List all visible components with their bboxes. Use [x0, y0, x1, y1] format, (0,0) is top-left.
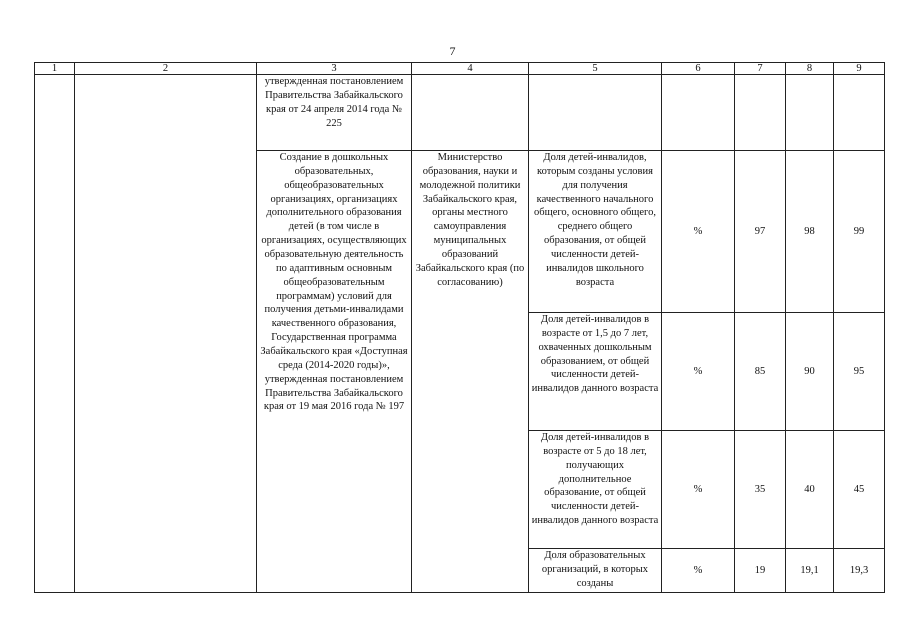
value-cell: 90: [786, 313, 834, 431]
column-number: 6: [662, 63, 735, 75]
unit-cell: %: [662, 431, 735, 549]
page-number: 7: [449, 44, 456, 58]
empty-cell: [412, 75, 529, 151]
column-number: 4: [412, 63, 529, 75]
value-cell: 85: [735, 313, 786, 431]
value-cell: 40: [786, 431, 834, 549]
column-number: 5: [529, 63, 662, 75]
indicator-name-cell: Доля детей-инвалидов, которым созданы условия для получения качественного начального общего, основного общего, среднего общего образования, от общей численности детей-инвалидов школьного возраста: [529, 151, 662, 313]
empty-cell: [834, 75, 885, 151]
unit-cell: %: [662, 151, 735, 313]
column-number: 2: [75, 63, 257, 75]
value-cell: 19: [735, 549, 786, 593]
empty-cell: [786, 75, 834, 151]
column-number: 3: [257, 63, 412, 75]
empty-cell: [529, 75, 662, 151]
empty-cell: [735, 75, 786, 151]
responsible-executor-cell: Министерство образования, науки и молодежной политики Забайкальского края, органы местного самоуправления муниципальных образований Забайкальского края (по согласованию): [412, 151, 529, 593]
document-reference-cell: утвержденная постановлением Правительства Забайкальского края от 24 апреля 2014 года № 225: [257, 75, 412, 151]
targets-table: [34, 62, 885, 593]
column-number: 8: [786, 63, 834, 75]
indicator-name-cell: Доля детей-инвалидов в возрасте от 5 до 18 лет, получающих дополнительное образование, от общей численности детей-инвалидов данного возраста: [529, 431, 662, 549]
value-cell: 35: [735, 431, 786, 549]
value-cell: 99: [834, 151, 885, 313]
value-cell: 95: [834, 313, 885, 431]
value-cell: 19,1: [786, 549, 834, 593]
column-number: 9: [834, 63, 885, 75]
value-cell: 45: [834, 431, 885, 549]
unit-cell: %: [662, 549, 735, 593]
table-row-continuation: [35, 75, 885, 151]
indicator-name-cell: Доля образовательных организаций, в которых созданы: [529, 549, 662, 593]
value-cell: 98: [786, 151, 834, 313]
cell-col2-empty: [75, 75, 257, 593]
unit-cell: %: [662, 313, 735, 431]
column-number-row: [35, 63, 885, 75]
cell-col1-empty: [35, 75, 75, 593]
value-cell: 97: [735, 151, 786, 313]
column-number: 1: [35, 63, 75, 75]
indicator-name-cell: Доля детей-инвалидов в возрасте от 1,5 до 7 лет, охваченных дошкольным образованием, от общей численности детей-инвалидов данного возраста: [529, 313, 662, 431]
column-number: 7: [735, 63, 786, 75]
measure-description-cell: Создание в дошкольных образовательных, общеобразовательных организациях, организациях дополнительного образования детей (в том числе в организациях, осуществляющих образовательную деятельность по адаптивным основным общеобразовательным программам) условий для получения детьми-инвалидами качественного образования, Государственная программа Забайкальского края «Доступная среда (2014-2020 годы)», утвержденная постановлением Правительства Забайкальского края от 19 мая 2016 года № 197: [257, 151, 412, 593]
value-cell: 19,3: [834, 549, 885, 593]
empty-cell: [662, 75, 735, 151]
